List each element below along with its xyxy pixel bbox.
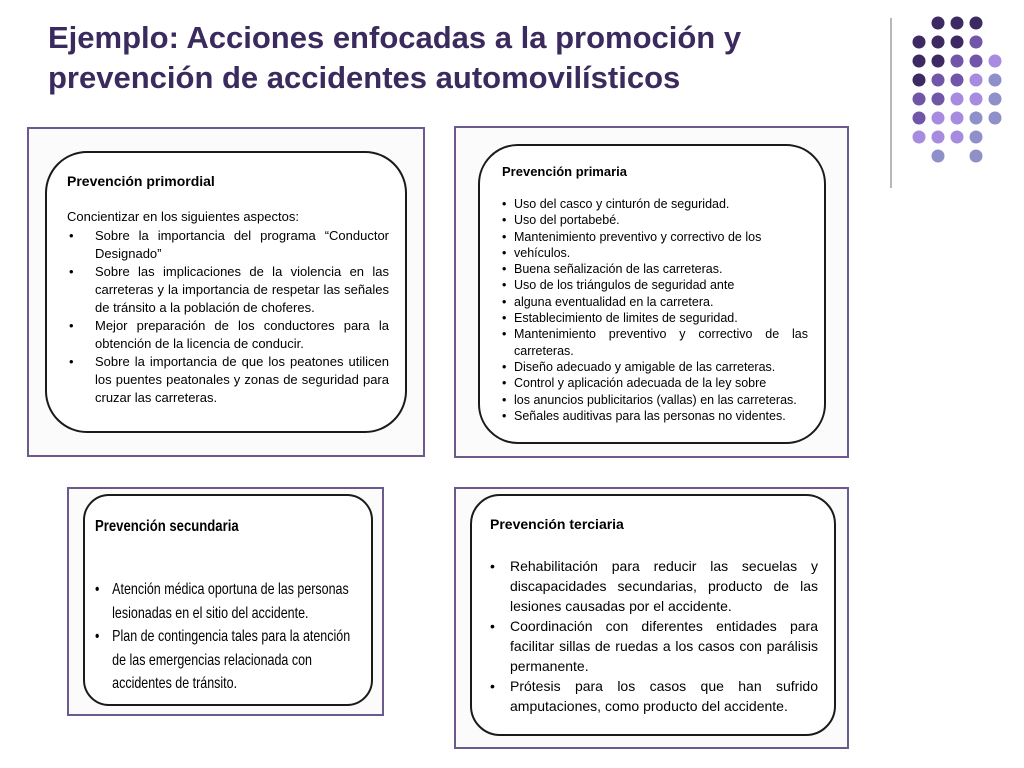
decorative-dot bbox=[951, 36, 964, 49]
list-item: • Mejor preparación de los conductores para la obtención de la licencia de conducir. bbox=[67, 317, 389, 353]
panel-heading: Prevención primaria bbox=[502, 164, 627, 179]
list-item: • Uso del casco y cinturón de seguridad. bbox=[502, 196, 808, 212]
rounded-frame bbox=[83, 494, 373, 706]
list-item: • Prótesis para los casos que han sufrido amputaciones, como producto del accidente. bbox=[490, 676, 818, 716]
decorative-dot bbox=[989, 55, 1002, 68]
panel-prevencion-secundaria bbox=[67, 487, 384, 716]
list-item: • vehículos. bbox=[502, 245, 808, 261]
rounded-frame bbox=[45, 151, 407, 433]
decorative-dot bbox=[970, 93, 983, 106]
panel-prevencion-terciaria bbox=[454, 487, 849, 749]
bullet-list bbox=[502, 196, 808, 424]
decorative-dot bbox=[951, 55, 964, 68]
rounded-frame bbox=[470, 494, 836, 736]
list-item: • Sobre la importancia del programa “Conductor Designado” bbox=[67, 227, 389, 263]
list-item: • Sobre las implicaciones de la violencia en las carreteras y la importancia de respetar las señales de tránsito a la población de choferes. bbox=[67, 263, 389, 317]
list-item: • alguna eventualidad en la carretera. bbox=[502, 294, 808, 310]
list-item: • Establecimiento de limites de seguridad. bbox=[502, 310, 808, 326]
decorative-dot bbox=[970, 112, 983, 125]
decorative-divider bbox=[890, 18, 892, 188]
list-item: • los anuncios publicitarios (vallas) en las carreteras. bbox=[502, 392, 808, 408]
panel-prevencion-primaria bbox=[454, 126, 849, 458]
decorative-dot bbox=[913, 112, 926, 125]
panel-intro: Concientizar en los siguientes aspectos: bbox=[67, 209, 299, 224]
decorative-dot bbox=[989, 93, 1002, 106]
list-item: • Coordinación con diferentes entidades para facilitar sillas de ruedas a los casos con parálisis permanente. bbox=[490, 616, 818, 676]
list-item: • Uso de los triángulos de seguridad ante bbox=[502, 277, 808, 293]
list-item: • Diseño adecuado y amigable de las carreteras. bbox=[502, 359, 808, 375]
bullet-list bbox=[95, 578, 360, 696]
decorative-dot bbox=[951, 112, 964, 125]
slide-title bbox=[48, 18, 848, 98]
list-item: • Buena señalización de las carreteras. bbox=[502, 261, 808, 277]
decorative-dot bbox=[932, 55, 945, 68]
panel-heading: Prevención secundaria bbox=[95, 518, 239, 535]
decorative-dot bbox=[932, 74, 945, 87]
list-item: • Uso del portabebé. bbox=[502, 212, 808, 228]
decorative-dot bbox=[913, 36, 926, 49]
decorative-dot bbox=[932, 112, 945, 125]
decorative-dot bbox=[951, 93, 964, 106]
decorative-dot bbox=[989, 112, 1002, 125]
decorative-dot bbox=[970, 131, 983, 144]
panel-heading: Prevención primordial bbox=[67, 173, 215, 189]
decorative-dot bbox=[951, 74, 964, 87]
list-item: • Plan de contingencia tales para la atención de las emergencias relacionada con accidentes de tránsito. bbox=[95, 625, 360, 696]
bullet-list bbox=[490, 556, 818, 716]
decorative-dot bbox=[932, 36, 945, 49]
decorative-dot bbox=[932, 131, 945, 144]
decorative-dot bbox=[913, 131, 926, 144]
decorative-dot bbox=[951, 131, 964, 144]
decorative-dot bbox=[970, 17, 983, 30]
panel-heading: Prevención terciaria bbox=[490, 516, 624, 532]
decorative-dot bbox=[970, 150, 983, 163]
list-item: • Mantenimiento preventivo y correctivo de las carreteras. bbox=[502, 326, 808, 359]
list-item: • Rehabilitación para reducir las secuelas y discapacidades secundarias, producto de las lesiones causadas por el accidente. bbox=[490, 556, 818, 616]
list-item: • Sobre la importancia de que los peatones utilicen los puentes peatonales y zonas de seguridad para cruzar las carreteras. bbox=[67, 353, 389, 407]
list-item: • Señales auditivas para las personas no videntes. bbox=[502, 408, 808, 424]
panel-prevencion-primordial bbox=[27, 127, 425, 457]
decorative-dot bbox=[970, 74, 983, 87]
decorative-dot bbox=[913, 55, 926, 68]
decorative-dot bbox=[932, 150, 945, 163]
rounded-frame bbox=[478, 144, 826, 444]
decorative-dot bbox=[913, 93, 926, 106]
slide-title-line-1: Ejemplo: Acciones enfocadas a la promoción y bbox=[48, 20, 742, 55]
slide-title-line-2: prevención de accidentes automovilísticos bbox=[48, 60, 681, 95]
decorative-dot bbox=[989, 74, 1002, 87]
decorative-dot bbox=[932, 93, 945, 106]
decorative-dot bbox=[932, 17, 945, 30]
list-item: • Atención médica oportuna de las personas lesionadas en el sitio del accidente. bbox=[95, 578, 360, 625]
list-item: • Mantenimiento preventivo y correctivo de los bbox=[502, 229, 808, 245]
bullet-list bbox=[67, 227, 389, 407]
decorative-dot bbox=[970, 55, 983, 68]
decorative-dot bbox=[970, 36, 983, 49]
decorative-dot bbox=[951, 17, 964, 30]
list-item: • Control y aplicación adecuada de la ley sobre bbox=[502, 375, 808, 391]
decorative-dot bbox=[913, 74, 926, 87]
